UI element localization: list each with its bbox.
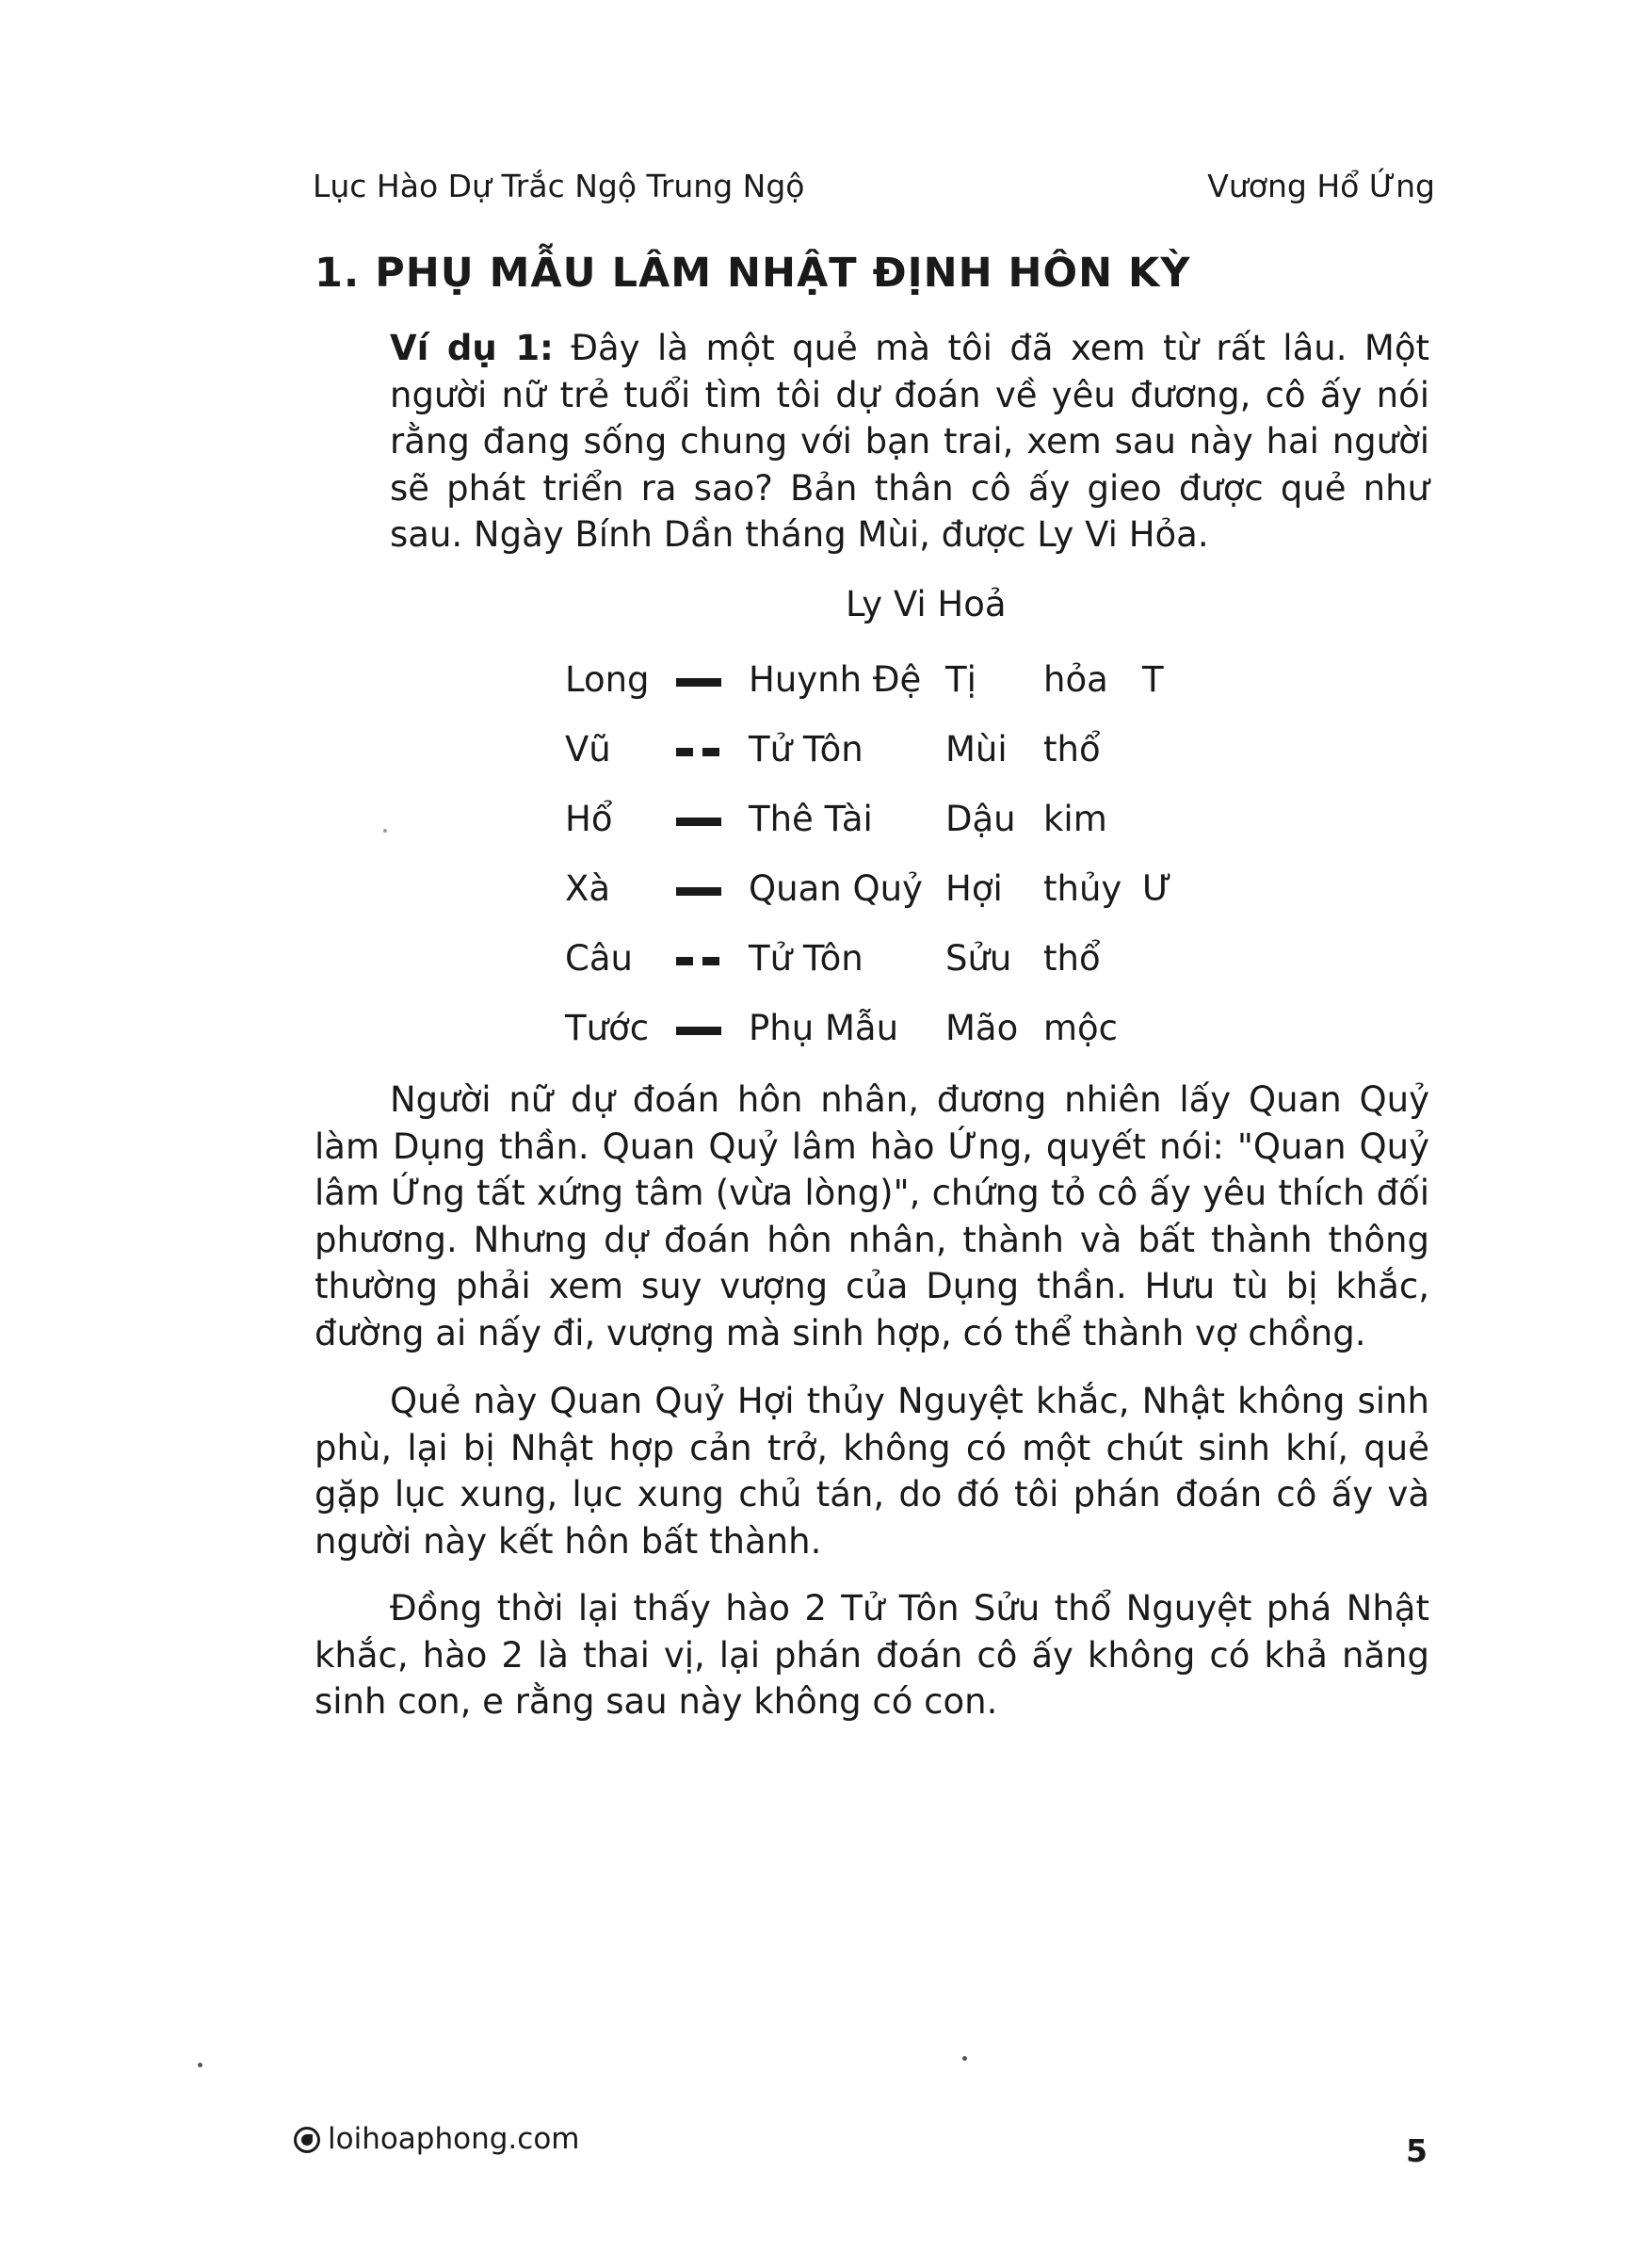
scan-speck [198,2063,202,2067]
book-title: Lục Hào Dự Trắc Ngộ Trung Ngộ [313,168,805,204]
six-beast: Xà [565,868,611,909]
element: hỏa [1043,659,1108,700]
page-number: 5 [1406,2132,1428,2169]
element: thổ [1043,729,1101,770]
yin-line [676,748,721,756]
website-text: loihoaphong.com [328,2122,580,2156]
section-title: 1. PHỤ MẪU LÂM NHẬT ĐỊNH HÔN KỲ [315,250,1191,297]
hexagram-row [0,729,1646,776]
globe-icon [294,2127,320,2153]
hexagram-row [0,1008,1646,1055]
world-response-mark: T [1142,659,1164,700]
line-segment [676,748,693,756]
world-response-mark: Ư [1142,868,1172,909]
footer-website [294,2122,579,2156]
yang-line [676,1027,721,1035]
line-segment [676,678,721,687]
hexagram-row [0,938,1646,985]
example-label: Ví dụ 1: [390,328,554,368]
six-relation: Tử Tôn [749,729,863,770]
line-segment [676,887,721,896]
yang-line [676,887,721,896]
hexagram-row [0,799,1646,846]
paragraph-3: Đồng thời lại thấy hào 2 Tử Tôn Sửu thổ Nguyệt phá Nhật khắc, hào 2 là thai vị, lại phán đoán cô ấy không có khả năng sinh con, e rằng sau này không có con. [315,1588,1429,1722]
line-segment [702,957,719,965]
hexagram-row [0,868,1646,915]
six-relation: Huynh Đệ [749,659,922,700]
earthly-branch: Mão [945,1008,1019,1048]
six-beast: Vũ [565,729,611,770]
scan-speck [962,2056,967,2061]
six-beast: Câu [565,938,633,979]
element: mộc [1043,1008,1119,1048]
earthly-branch: Tị [945,659,976,700]
scan-speck [383,829,387,833]
earthly-branch: Hợi [945,868,1003,909]
six-beast: Hổ [565,799,613,839]
line-segment [702,748,719,756]
six-relation: Quan Quỷ [749,868,923,909]
intro-text: Đây là một quẻ mà tôi đã xem từ rất lâu. Một người nữ trẻ tuổi tìm tôi dự đoán về yêu đương, cô ấy nói rằng đang sống chung với bạn trai, xem sau này hai người sẽ phát triển ra sao? Bản thân cô ấy gieo được quẻ như sau. Ngày Bính Dần tháng Mùi, được Ly Vi Hỏa. [390,328,1429,555]
six-beast: Tước [565,1008,650,1048]
six-relation: Thê Tài [749,799,873,839]
line-segment [676,957,693,965]
hexagram-row [0,659,1646,706]
intro-paragraph [315,325,1429,559]
earthly-branch: Mùi [945,729,1008,770]
hexagram-title: Ly Vi Hoả [846,584,1007,624]
earthly-branch: Sửu [945,938,1012,979]
line-segment [676,818,721,826]
six-relation: Tử Tôn [749,938,863,979]
element: kim [1043,799,1107,839]
author-name: Vương Hổ Ứng [1207,168,1435,204]
line-segment [676,1027,721,1035]
yang-line [676,678,721,687]
yang-line [676,818,721,826]
element: thủy [1043,868,1122,909]
earthly-branch: Dậu [945,799,1016,839]
six-beast: Long [565,659,650,700]
yin-line [676,957,721,965]
six-relation: Phụ Mẫu [749,1008,899,1048]
paragraph-1: Người nữ dự đoán hôn nhân, đương nhiên lấy Quan Quỷ làm Dụng thần. Quan Quỷ lâm hào Ứng, quyết nói: "Quan Quỷ lâm Ứng tất xứng tâm (vừa lòng)", chứng tỏ cô ấy yêu thích đối phương. Nhưng dự đoán hôn nhân, thành và bất thành thông thường phải xem suy vượng của Dụng thần. Hưu tù bị khắc, đường ai nấy đi, vượng mà sinh hợp, có thể thành vợ chồng. [315,1079,1429,1353]
element: thổ [1043,938,1101,979]
paragraph-2: Quẻ này Quan Quỷ Hợi thủy Nguyệt khắc, Nhật không sinh phù, lại bị Nhật hợp cản trở, không có một chút sinh khí, quẻ gặp lục xung, lục xung chủ tán, do đó tôi phán đoán cô ấy và người này kết hôn bất thành. [315,1381,1429,1562]
